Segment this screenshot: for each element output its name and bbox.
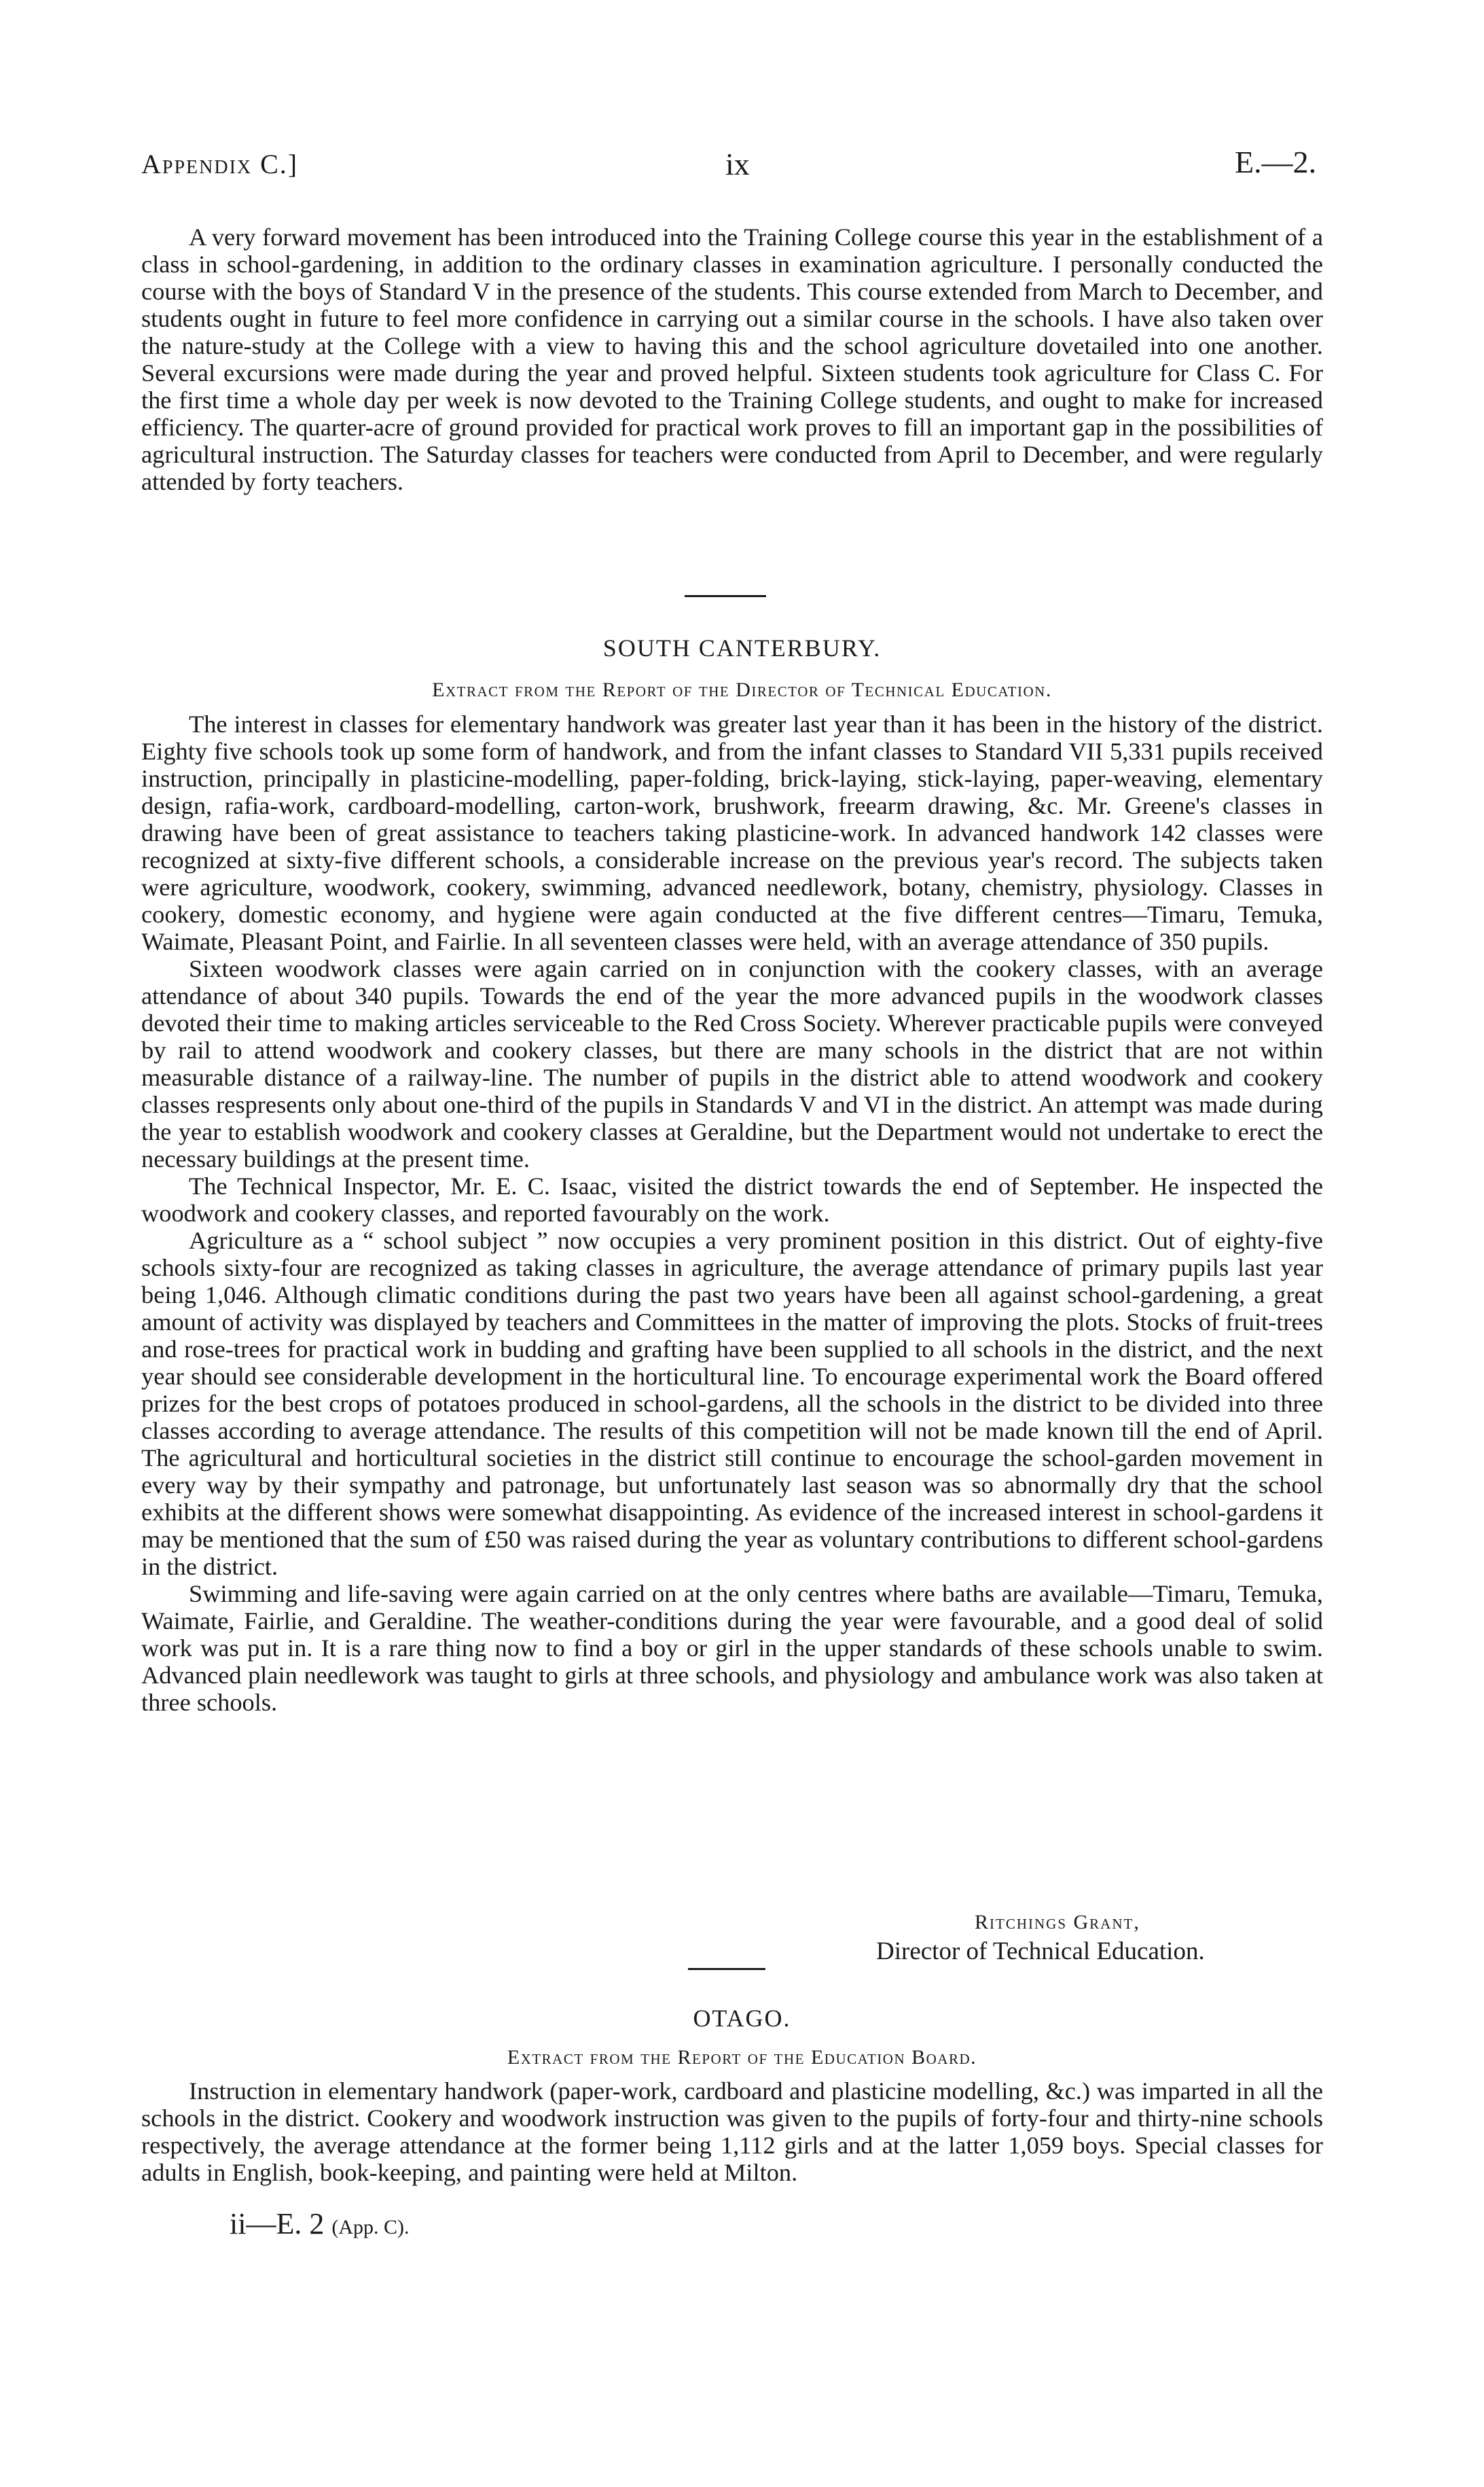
otago-subheading: Extract from the Report of the Education Board. xyxy=(507,2046,977,2069)
page-number: ix xyxy=(725,147,750,181)
otago-paragraph: Instruction in elementary handwork (paper-work, cardboard and plasticine modelling, &c.) was imparted in all the schools in the district. Cookery and woodwork instruction was given to the pupils of forty-four and thirty-nine schools respectively, the average attendance at the former being 1,112 girls and at the latter 1,059 boys. Special classes for adults in English, book-keeping, and painting were held at Milton. xyxy=(141,2077,1323,2186)
section-divider xyxy=(685,595,766,597)
signature-reference-main: ii—E. 2 xyxy=(230,2207,325,2240)
signature-reference xyxy=(230,2206,409,2241)
south-canterbury-paragraph: Agriculture as a “ school subject ” now occupies a very prominent position in this district. Out of eighty-five schools sixty-four are recognized as taking classes in agriculture, the average attendance of primary pupils last year being 1,046. Although climatic conditions during the past two years have been all against school-gardening, a great amount of activity was displayed by teachers and Committees in the matter of improving the plots. Stocks of fruit-trees and rose-trees for practical work in budding and grafting have been supplied to all schools in the district, and the next year should see considerable development in the horticultural line. To encourage experimental work the Board offered prizes for the best crops of potatoes produced in school-gardens, all the schools in the district to be divided into three classes according to average attendance. The results of this competition will not be made known till the end of April. The agricultural and horticultural societies in the district still continue to encourage the school-garden movement in every way by their sympathy and patronage, but unfortunately last season was so abnormally dry that the school exhibits at the different shows were somewhat disappointing. As evidence of the increased interest in school-gardens it may be mentioned that the sum of £50 was raised during the year as voluntary contributions to different school-gardens in the district. xyxy=(141,1227,1323,1580)
south-canterbury-subheading: Extract from the Report of the Director of Technical Education. xyxy=(432,679,1052,701)
intro-section xyxy=(141,223,1323,495)
signature-title: Director of Technical Education. xyxy=(876,1937,1205,1965)
south-canterbury-heading: SOUTH CANTERBURY. xyxy=(602,634,882,662)
signature-name: Ritchings Grant, xyxy=(975,1911,1140,1933)
south-canterbury-paragraph: The Technical Inspector, Mr. E. C. Isaac, visited the district towards the end of September. He inspected the woodwork and cookery classes, and reported favourably on the work. xyxy=(141,1173,1323,1227)
running-head-appendix: Appendix C.] xyxy=(141,149,299,179)
south-canterbury-paragraph: Swimming and life-saving were again carried on at the only centres where baths are available—Timaru, Temuka, Waimate, Fairlie, and Geraldine. The weather-conditions during the year were favourable, and a good deal of solid work was put in. It is a rare thing now to find a boy or girl in the upper standards of these schools unable to swim. Advanced plain needlework was taught to girls at three schools, and physiology and ambulance work was also taken at three schools. xyxy=(141,1580,1323,1716)
otago-heading: OTAGO. xyxy=(693,2005,791,2032)
south-canterbury-body xyxy=(141,711,1323,1716)
signature-reference-appendix: (App. C). xyxy=(331,2216,410,2238)
otago-body xyxy=(141,2077,1323,2186)
south-canterbury-paragraph: Sixteen woodwork classes were again carried on in conjunction with the cookery classes, with an average attendance of about 340 pupils. Towards the end of the year the more advanced pupils in the woodwork classes devoted their time to making articles serviceable to the Red Cross Society. Wherever practicable pupils were conveyed by rail to attend woodwork and cookery classes, but there are many schools in the district that are not within measurable distance of a railway-line. The number of pupils in the district able to attend woodwork and cookery classes respresents only about one-third of the pupils in Standards V and VI in the district. An attempt was made during the year to establish woodwork and cookery classes at Geraldine, but the Department would not undertake to erect the necessary buildings at the present time. xyxy=(141,955,1323,1173)
section-divider xyxy=(688,1968,765,1970)
document-code: E.—2. xyxy=(1235,145,1317,179)
south-canterbury-paragraph: The interest in classes for elementary handwork was greater last year than it has been in the history of the district. Eighty five schools took up some form of handwork, and from the infant classes to Standard VII 5,331 pupils received instruction, principally in plasticine-modelling, paper-folding, brick-laying, stick-laying, paper-weaving, elementary design, rafia-work, cardboard-modelling, carton-work, brushwork, freearm drawing, &c. Mr. Greene's classes in drawing have been of great assistance to teachers taking plasticine-work. In advanced handwork 142 classes were recognized at sixty-five different schools, a considerable increase on the previous year's record. The subjects taken were agriculture, woodwork, cookery, swimming, advanced needlework, botany, chemistry, physiology. Classes in cookery, domestic economy, and hygiene were again conducted at the five different centres—Timaru, Temuka, Waimate, Pleasant Point, and Fairlie. In all seventeen classes were held, with an average attendance of 350 pupils. xyxy=(141,711,1323,955)
intro-paragraph: A very forward movement has been introduced into the Training College course this year in the establishment of a class in school-gardening, in addition to the ordinary classes in examination agriculture. I personally conducted the course with the boys of Standard V in the presence of the students. This course extended from March to December, and students ought in future to feel more confidence in carrying out a similar course in the schools. I have also taken over the nature-study at the College with a view to having this and the school agriculture dovetailed into one another. Several excursions were made during the year and proved helpful. Sixteen students took agriculture for Class C. For the first time a whole day per week is now devoted to the Training College students, and ought to make for increased efficiency. The quarter-acre of ground provided for practical work proves to fill an important gap in the possibilities of agricultural instruction. The Saturday classes for teachers were conducted from April to December, and were regularly attended by forty teachers. xyxy=(141,223,1323,495)
